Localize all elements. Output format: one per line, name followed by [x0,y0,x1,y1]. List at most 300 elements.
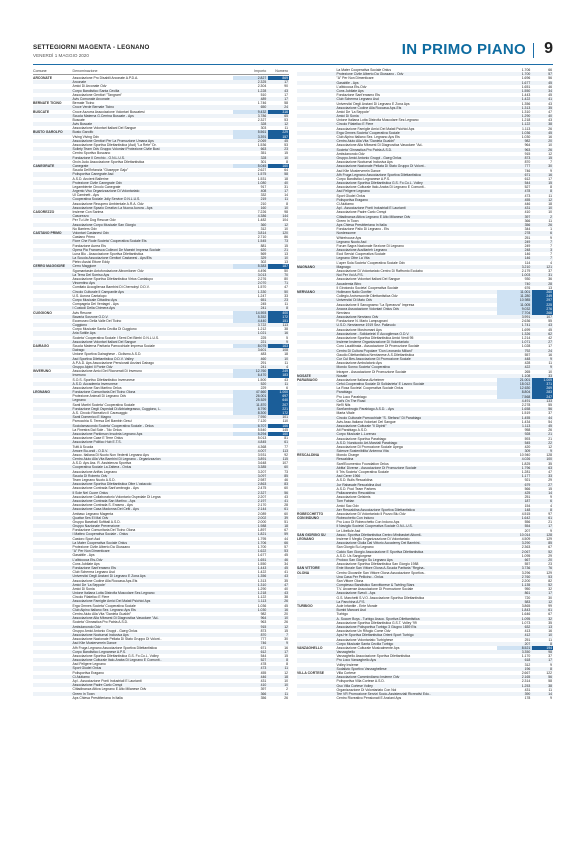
importo-cell: 1.030 [257,607,267,612]
numero-cell: 46 [548,84,552,89]
importo-cell: 2.197 [257,498,267,503]
denominazione-cell: Circolo Culturale Il Campanile Aps [72,289,124,294]
numero-cell: 110 [282,419,288,424]
importo-cell: 26.001 [233,394,269,398]
denominazione-cell: Ul Caminett - Aps [72,193,99,198]
numero-cell: 66 [548,68,552,72]
numero-cell: 23 [284,297,288,302]
denominazione-cell: Tee VR Promozione Servizi Socio-Assistenziali Ricreativi Edu.. [336,691,431,696]
numero-cell: 225 [532,303,553,307]
denominazione-cell: A.P.A.D. Aps Associazione Pensionati Anziani Dairago [72,360,154,365]
denominazione-cell: Associazione - Solidarieta' E Accoglienza O.D.V. [336,331,410,336]
importo-cell: 2.363 [521,545,531,550]
comune-cell: LEGNANO [33,390,50,395]
importo-cell: 5.383 [233,264,269,268]
importo-cell: 569 [260,251,267,256]
numero-cell: 60 [284,511,288,516]
importo-cell: 1.821 [257,532,267,537]
denominazione-cell: Corpo Musicale Cittadino Aps [72,297,118,302]
importo-cell: 21.001 [497,378,533,382]
denominazione-cell: Team Legnano Nuoto A.S.D. [72,478,116,482]
numero-cell: 129 [546,537,552,541]
denominazione-cell: Opera Pia Francesca Colleoni De Maestri Impresa Sociale [72,247,161,252]
numero-cell: 17 [284,189,288,194]
comune-cell: NERVIANO [297,289,315,294]
numero-cell: 11 [284,360,288,365]
importo-cell: 873 [260,628,267,633]
importo-cell: 1.622 [257,549,267,554]
denominazione-cell: Fondazione Sant'erasmo Ets [336,93,380,98]
numero-cell: 15 [548,486,552,491]
numero-cell: 26 [548,222,552,227]
importo-cell: 14.593 [233,311,269,315]
numero-cell: 16 [548,135,552,139]
importo-cell: 982 [260,612,267,616]
numero-cell: 56 [548,675,552,680]
numero-cell: 82 [548,578,552,583]
numero-cell: 12 [548,197,552,202]
importo-cell: 8.075 [233,344,269,348]
denominazione-cell: Legambiente Circolo Canegrate [72,184,121,189]
importo-cell: 9.432 [233,110,269,114]
denominazione-cell: Associazione Culturale Musicalmente Aps [336,645,400,650]
numero-cell: 1.009 [532,378,553,382]
numero-cell: 65 [284,113,288,118]
denominazione-cell: Green In Town [336,218,359,223]
comune-cell [33,696,71,700]
numero-cell: 13 [284,260,288,265]
importo-cell: 2.144 [257,507,267,512]
denominazione-cell: L'albicocca Ets-Odv [336,84,367,89]
numero-cell: 37 [548,411,552,416]
importo-cell: 1.313 [257,578,267,583]
numero-cell: 869 [268,76,289,80]
numero-cell: 9 [550,662,552,667]
denominazione-cell: L'aper Sola Societa' Cooperativa Sociale Odv [336,260,405,265]
denominazione-cell: Associazione Genitori "Tangram" [72,92,122,97]
denominazione-cell: Associazione Volontari Italiani Del Sangue [72,126,137,131]
importo-cell: 7.568 [497,395,533,399]
numero-cell: 8 [550,189,552,194]
numero-cell: 55 [548,403,552,407]
denominazione-cell: Gruppo Amici Antonio Gruppi - Gaeg Onlus [72,628,138,633]
importo-cell: 777 [260,637,267,642]
numero-cell: 8 [550,185,552,190]
denominazione-cell: Cooperativa Sociale Jolly Service O.N.L.U.S. [72,197,141,202]
importo-cell: 557 [524,562,531,567]
numero-cell: 46 [284,557,288,562]
comune-cell: CON INDUNO [297,516,319,521]
numero-cell: 8 [286,658,288,663]
importo-cell: 1.434 [521,419,531,424]
importo-cell: 114 [524,260,531,265]
importo-cell: 251 [524,637,531,642]
denominazione-cell: Apl - Associazione Ponti Industriali E Laurianti [72,679,142,683]
comune-cell: CUGGIONO [33,310,52,315]
numero-cell: 229 [268,130,289,134]
denominazione-cell: Complesso Bandistico Sanvittorese & Twirling Stars [336,583,415,588]
numero-cell: 15 [548,181,552,186]
numero-cell: 26 [284,599,288,604]
numero-cell: 107 [546,315,552,320]
numero-cell: 6 [550,231,552,236]
denominazione-cell: Club Alpino Italiano Sez. Legnano Aps Ets [336,135,400,139]
importo-cell: 964 [260,616,267,621]
numero-cell: 22 [548,440,552,445]
denominazione-cell: A.S.D. Ancient Ballerine [72,176,109,181]
importo-cell: 221 [260,339,267,344]
importo-cell: 3.296 [521,570,531,575]
denominazione-cell: U.S. Aurora Cantalupo [72,293,107,298]
numero-cell: 67 [548,612,552,617]
denominazione-cell: Associazione Casa Madonna Dei Celti - Aps [72,507,139,512]
numero-cell: 41 [284,570,288,575]
numero-cell: 31 [548,273,552,278]
numero-cell: 133 [546,398,552,403]
numero-cell: 221 [268,407,289,411]
denominazione-cell: Sodalizio Sportivo Vanzaghellese [336,666,387,671]
comune-cell: BUSCATE [33,109,50,114]
importo-cell: 448 [524,356,531,361]
importo-cell: 870 [524,160,531,165]
numero-cell: 10 [284,155,288,160]
numero-cell: 12 [284,624,288,629]
denominazione-cell: Associazione Codine Alla Roccasa Aps-Ets [72,578,138,583]
numero-cell: 18 [284,674,288,679]
numero-cell: 9 [550,356,552,361]
header-denominazione: Denominazione [72,69,98,73]
numero-cell: 4 [550,260,552,265]
importo-cell: 344 [524,227,531,232]
numero-cell: 56 [548,407,552,412]
numero-cell: 151 [268,319,289,323]
denominazione-cell: Cons Jubilate Aps [72,561,100,566]
denominazione-cell: Assoc. Sportiva Dilettantistica Centro Minibasket Altomil.. [336,532,423,537]
numero-cell: 43 [284,574,288,579]
importo-cell: 1.030 [521,135,531,139]
comune-cell: DAIRAGO [33,344,50,348]
denominazione-cell: Societa' Cooperativa Sociale I Semi Dei Bimbi O.N.L.U.S. [72,335,160,340]
numero-cell: 187 [268,264,289,268]
denominazione-cell: Asd Kite Musterverein Dance [336,168,381,173]
importo-cell: 1.253 [521,683,531,688]
numero-cell: 9 [550,365,552,370]
publication-title: SETTEGIORNI MAGENTA - LEGNANO [33,44,150,51]
numero-cell: 2 [286,687,288,692]
importo-cell: 431 [524,687,531,692]
denominazione-cell: Legnano Oltre La Vita [336,256,370,261]
denominazione-cell: Bernate Ticino [72,101,95,106]
importo-cell: 1.482 [257,218,267,223]
numero-cell: 15 [284,628,288,633]
denominazione-cell: Cefol-Cooperativa Sociale Di Solidarieta' E Lavoro Sociale [336,382,425,387]
denominazione-cell: I Custodi Della Chimera Aps [72,306,115,311]
denominazione-cell: Assoc. Italiana Di Nuoto Non Vedenti Legnano Aps [72,452,149,457]
numero-cell: 30 [284,637,288,642]
importo-cell: 4.509 [521,537,531,541]
denominazione-cell: Ci Aiutiamo [336,202,354,206]
importo-cell: 1.700 [257,545,267,549]
numero-cell: 6 [286,385,288,390]
numero-cell: 15 [548,155,552,160]
comune-cell: ROBECCHETTO [297,511,324,516]
denominazione-cell: Associazione Di Promozione Sociale Upega [336,444,403,449]
comune-cell: MAGNANO [297,264,315,269]
denominazione-cell: Proloco San Giorgio Su Legnano Aps [336,557,393,562]
comune-cell: VILLA CORTESE [297,671,325,675]
numero-cell: 98 [548,650,552,655]
denominazione-cell: Centro Giovanile San Vittore Olona Associazione Sportiva.. [336,570,426,575]
importo-cell: 7.704 [497,311,533,315]
importo-cell: 1.247 [257,293,267,298]
numero-cell: 7 [286,632,288,637]
denominazione-cell: Societa' Ginnastica Pro Patria A.S.D. [336,147,393,152]
denominazione-cell: Unione Sportiva Dairaghese - Ciclismo A.S.D. [72,352,142,357]
denominazione-cell: Buscate [72,117,85,122]
denominazione-cell: La Scuola Associazione Genitori Castanesi - Aps/Ets [72,256,152,261]
importo-cell: 3.736 [521,566,531,571]
numero-cell: 35 [284,578,288,583]
numero-cell: 45 [284,603,288,608]
importo-cell: 249 [524,239,531,244]
denominazione-cell: Aria Sottile Aps [72,331,96,336]
denominazione-cell: Scuola Dell'Infanzia "Giuseppe Gajo" [72,168,129,173]
denominazione-cell: Scuola Materna Paritaria Parrocchiale Impresa Sociale [72,344,155,348]
denominazione-cell: Scienze Sostenibilita' Antenna Vita [336,449,389,454]
denominazione-cell: Avis Assc.Italiana Volontari Del Sangue [336,419,396,424]
numero-cell: 73 [284,469,288,474]
numero-cell: 30 [548,595,552,600]
importo-cell: 1.696 [521,76,531,81]
importo-cell: 241 [260,364,267,369]
denominazione-cell: Associazione Di Volontariato Centro Di Raffronto Ecolabo [336,269,423,273]
importo-cell: 1.122 [521,122,531,127]
importo-cell: 593 [524,436,531,441]
comune-cell: CASOREZZO [33,210,55,214]
numero-cell: 59 [284,532,288,537]
importo-cell: 11.005 [497,303,533,307]
numero-cell: 28 [548,281,552,286]
numero-cell: 11 [284,381,288,386]
importo-cell: 3.290 [521,541,531,546]
importo-cell: 1.095 [521,616,531,621]
numero-cell: 10 [284,226,288,231]
importo-cell: 1.113 [522,423,531,428]
denominazione-cell: Vincentino Aps [72,281,95,286]
importo-cell: 12.760 [233,369,269,373]
importo-cell: 278 [524,231,531,236]
denominazione-cell: Centro Aiuto Alla Vita "Daniela Gualdri" [72,612,132,616]
numero-cell: 160 [268,432,289,436]
numero-cell: 16 [284,331,288,336]
denominazione-cell: Associazione Volontari Italiani Del Sangue [336,277,401,282]
numero-cell: 121 [546,264,552,269]
importo-cell: 225 [260,335,267,340]
denominazione-cell: Intrapre - Associazione Di Promozione Sociale [336,369,407,374]
numero-cell: 276 [532,307,553,311]
importo-cell: 1.281 [521,470,531,474]
importo-cell: 422 [524,365,531,370]
importo-cell: 3.350 [521,650,531,655]
importo-cell: 229 [260,385,267,390]
numero-cell: 38 [548,683,552,688]
denominazione-cell: Universita' Degli Anziani Di Legnano E Zona Aps [72,574,146,579]
numero-cell: 44 [548,415,552,420]
numero-cell: 26 [548,428,552,433]
denominazione-cell: Ecol Servizi Cooperativa Sociale [336,252,386,257]
importo-cell: 410 [524,210,531,215]
denominazione-cell: San Giorgio Su Legnano [336,545,374,550]
importo-cell: 1.795 [257,536,267,541]
numero-cell: 283 [532,390,553,394]
importo-cell: 455 [260,670,267,675]
importo-cell: 1.028 [521,344,531,349]
numero-cell: 15 [284,151,288,156]
denominazione-cell: No Barriers Odv [72,226,97,231]
numero-cell: 46 [284,478,288,482]
denominazione-cell: Associazione Culturale "Il Dipinti" [336,423,387,428]
denominazione-cell: Associazione Cammindiamo Insieme Odv [336,675,400,680]
importo-cell: 1.356 [521,101,531,106]
importo-cell: 2.710 [257,235,267,240]
numero-cell: 100 [546,457,552,462]
importo-cell: 915 [524,151,531,156]
numero-cell: 113 [282,323,288,328]
numero-cell: 97 [548,511,552,516]
denominazione-cell: Associazione Politico Hub E.T.S. [72,440,122,445]
numero-cell: 64 [284,168,288,173]
denominazione-cell: Il Sole Nel Cuore Onlus [72,490,108,495]
importo-cell: 2.207 [257,494,267,499]
numero-cell: 52 [548,549,552,554]
importo-cell: 1.746 [257,101,267,106]
denominazione-cell: Fondazione Sant'erasmo Ets [72,565,116,570]
numero-cell: 11 [284,691,288,696]
denominazione-cell: La Mater Cooperativa Sociale Onlus [336,68,392,72]
importo-cell: 460 [260,356,267,361]
numero-cell: 44 [284,536,288,541]
numero-cell: 70 [284,272,288,277]
importo-cell: 1.796 [521,465,531,470]
comune-cell: SAN VITTORE [297,566,320,571]
denominazione-cell: Ambasc Legnano Magenta [72,511,114,516]
importo-cell: 3.931 [257,452,267,457]
importo-cell: 612 [524,176,531,181]
importo-cell: 428 [524,361,531,366]
numero-cell: 11 [548,361,552,366]
numero-cell: 23 [548,562,552,567]
numero-cell: 10 [548,633,552,638]
importo-cell: 1.290 [257,586,267,591]
denominazione-cell: Club Scherma Legnano Asd [336,97,379,102]
numero-cell: 18 [548,202,552,206]
numero-cell: 40 [284,180,288,185]
importo-cell: 982 [524,139,531,144]
numero-cell: 8 [550,641,552,646]
numero-cell: 5 [286,335,288,340]
numero-cell: 56 [548,76,552,81]
issue-date: VENERDÌ 1 MAGGIO 2020 [33,53,89,58]
comune-cell: CERRO MAGGIORE [33,264,66,269]
denominazione-cell: Volontari Castanesi Odv [72,230,109,235]
importo-cell: 556 [524,520,531,525]
denominazione-cell: S.O.S. Sportivo Dilettantistico Inverunese [72,377,135,382]
importo-cell: 1.443 [257,565,267,570]
denominazione-cell: Arconate [72,80,87,85]
numero-cell: 35 [548,105,552,110]
numero-cell: 104 [282,218,288,223]
denominazione-cell: Gruppo Alpini Il Ponte Odv [72,364,113,369]
page-separator [533,43,535,58]
importo-cell: 873 [524,155,531,160]
importo-cell: 328 [260,155,267,160]
importo-cell: 520 [260,381,267,386]
denominazione-cell: A. Soccer Boys - Turbigo Assoc. Sportiva Dilettantistica [336,616,420,621]
denominazione-cell: Sant'Ecumenico Foundation Onlus [336,461,389,466]
denominazione-cell: Canegrate [72,163,89,168]
importo-cell: 2.325 [257,80,267,85]
numero-cell: 4 [286,364,288,369]
numero-cell: 166 [268,424,289,428]
importo-cell: 329 [260,256,267,261]
importo-cell: 1.646 [521,612,531,617]
denominazione-cell: Associazione Pro Disabili Arconate A.P.D.A. [72,76,139,80]
importo-cell: 746 [524,168,531,173]
denominazione-cell: Pallacanestro Rescaldina [336,490,375,495]
comune-cell: BUSTO GAROLFO [33,130,63,135]
importo-cell: 651 [260,297,267,302]
importo-cell: 921 [524,478,531,483]
importo-cell: 963 [524,147,531,152]
denominazione-cell: Corpo Musicale Santa Cecilia Di Cuggiono [72,327,137,332]
importo-cell: 2.165 [521,675,531,680]
importo-cell: 2.760 [521,574,531,579]
denominazione-cell: Volley Insieme [336,662,359,667]
importo-cell: 2.179 [521,269,531,273]
numero-cell: 38 [548,122,552,127]
numero-cell: 128 [546,453,552,458]
numero-cell: 61 [284,507,288,512]
denominazione-cell: Nosate [336,373,348,378]
numero-cell: 58 [548,679,552,684]
denominazione-cell: Erga Omnes Societa' Cooperativa Sociale [72,603,136,608]
numero-cell: 17 [284,96,288,101]
numero-cell: 8 [550,507,552,512]
denominazione-cell: Amici Sac Odv [336,503,359,508]
denominazione-cell: Associazione Culturale Italo-Araba Di Legnano E Comunit.. [336,185,426,190]
numero-cell: 9 [550,168,552,173]
importo-cell: 1.170 [521,654,531,659]
denominazione-cell: Corpo Musicale Santa Cecilia Turbigo [336,641,394,646]
importo-cell: 1.455 [521,415,531,420]
denominazione-cell: Circolo Filatelico E Fiere [72,595,110,600]
numero-cell: 43 [548,323,552,328]
importo-cell: 1.550 [521,88,531,93]
denominazione-cell: Pietro Assisi Ettore Eddy [72,260,110,265]
numero-cell: 27 [548,482,552,487]
denominazione-cell: Fondazione Comunitaria Del Ticino Olona [72,390,136,395]
numero-cell: 11 [284,126,288,131]
numero-cell: 18 [284,352,288,357]
denominazione-cell: Universita' Di Mato Odv [336,298,373,303]
table-header [33,68,289,75]
denominazione-cell: Rescaldina [336,457,354,462]
importo-cell: 408 [260,189,267,194]
denominazione-cell: Ambulanondo Odv [72,624,101,629]
importo-cell: 950 [524,587,531,592]
importo-cell: 5.561 [233,130,269,134]
denominazione-cell: Associazione Collaboratorio Volontario Ospedale Di Legna [72,494,161,499]
